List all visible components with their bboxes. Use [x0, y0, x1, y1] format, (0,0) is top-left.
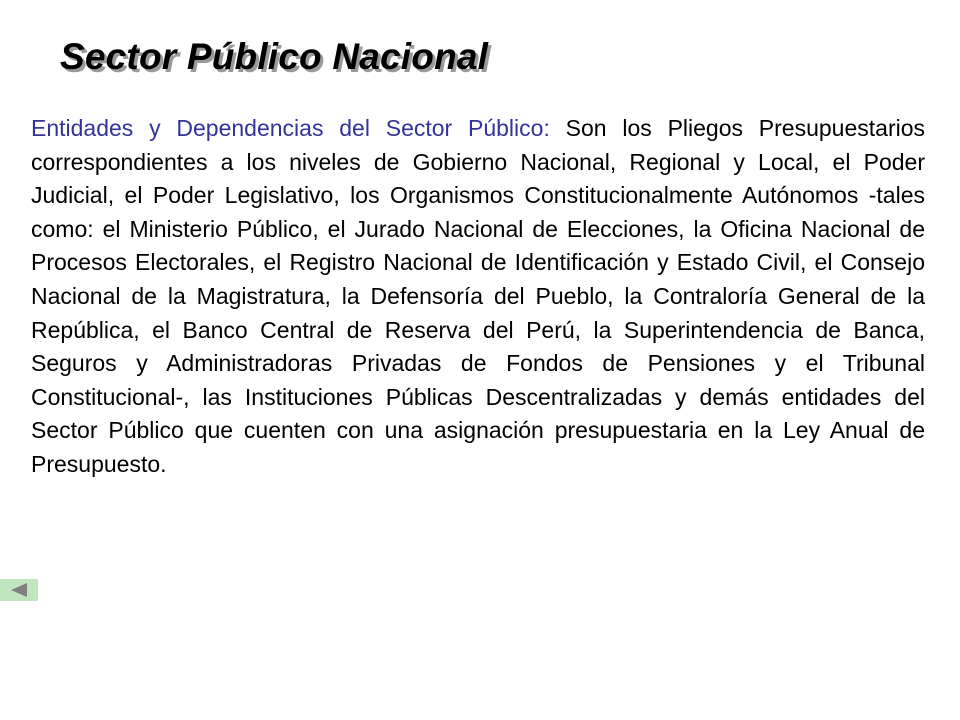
slide-title: Sector Público Nacional — [60, 36, 489, 77]
left-triangle-icon — [0, 579, 38, 601]
definition-body: Son los Pliegos Presupuestarios correspondientes a los niveles de Gobierno Nacional, Regional y Local, el Poder Judicial, el Poder Legislativo, los Organismos Constitucionalmente Autónomos -tales como: el Ministerio Público, el Jurado Nacional de Elecciones, la Oficina Nacional de Procesos Electorales, el Registro Nacional de Identificación y Estado Civil, el Consejo Nacional de la Magistratura, la Defensoría del Pueblo, la Contraloría General de la República, el Banco Central de Reserva del Perú, la Superintendencia de Banca, Seguros y Administradoras Privadas de Fondos de Pensiones y el Tribunal Constitucional-, las Instituciones Públicas Descentralizadas y demás entidades del Sector Público que cuenten con una asignación presupuestaria en la Ley Anual de Presupuesto. — [31, 115, 926, 477]
definition-paragraph — [31, 112, 925, 482]
definition-lead: Entidades y Dependencias del Sector Público: — [31, 115, 550, 141]
back-button[interactable] — [0, 579, 38, 601]
